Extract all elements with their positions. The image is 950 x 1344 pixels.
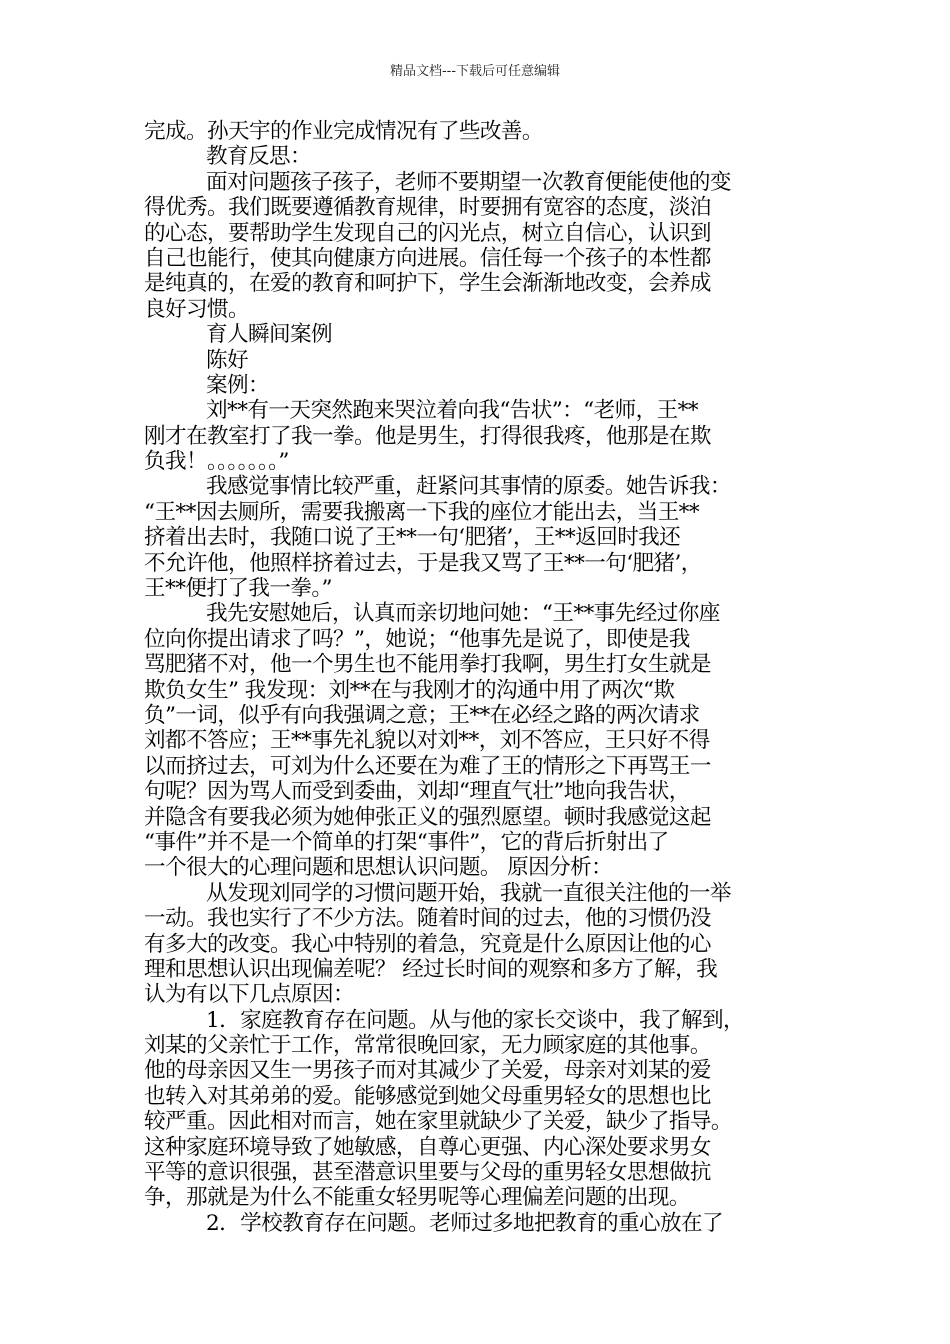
text-line: 育人瞬间案例 (206, 322, 332, 348)
text-line: 是纯真的，在爱的教育和呵护下，学生会渐渐地改变，会养成 (144, 271, 711, 297)
text-line: 他的母亲因又生一男孩子而对其减少了关爱，母亲对刘某的爱 (144, 1058, 711, 1084)
text-line: 刘**有一天突然跑来哭泣着向我“告状”：“老师，王** (206, 398, 698, 424)
page-header: 精品文档---下载后可任意编辑 (389, 64, 561, 79)
text-line: 的心态，要帮助学生发现自己的闪光点，树立自信心，认识到 (144, 220, 711, 246)
text-line: 平等的意识很强，甚至潜意识里要与父母的重男轻女思想做抗 (144, 1160, 711, 1186)
text-line: 争，那就是为什么不能重女轻男呢等心理偏差问题的出现。 (144, 1185, 690, 1211)
text-line: 一个很大的心理问题和思想认识问题。 原因分析： (144, 855, 613, 881)
text-line: 陈好 (206, 347, 248, 373)
text-line: 我感觉事情比较严重，赶紧问其事情的原委。她告诉我： (206, 474, 731, 500)
text-line: 我先安慰她后，认真而亲切地问她：“王**事先经过你座 (206, 601, 720, 627)
text-line: 刘某的父亲忙于工作，常常很晚回家，无力顾家庭的其他事。 (144, 1033, 711, 1059)
text-line: 骂肥猪不对，他一个男生也不能用拳打我啊，男生打女生就是 (144, 652, 711, 678)
text-line: 王**便打了我一拳。” (144, 576, 332, 602)
document-body (144, 119, 812, 1236)
text-line: 挤着出去时，我随口说了王**一句‘肥猪’，王**返回时我还 (144, 525, 681, 551)
text-line: 理和思想认识出现偏差呢？ 经过长时间的观察和多方了解，我 (144, 956, 718, 982)
text-line: 有多大的改变。我心中特别的着急，究竟是什么原因让他的心 (144, 931, 711, 957)
text-line: 得优秀。我们既要遵循教育规律，时要拥有宽容的态度，淡泊 (144, 195, 711, 221)
text-line: 位向你提出请求了吗？”，她说；“他事先是说了，即使是我 (144, 626, 690, 652)
text-line: 案例： (206, 372, 269, 398)
text-line: 以而挤过去，可刘为什么还要在为难了王的情形之下再骂王一 (144, 753, 711, 779)
text-line: 自己也能行，使其向健康方向进展。信任每一个孩子的本性都 (144, 245, 711, 271)
text-line: 面对问题孩子孩子，老师不要期望一次教育便能使他的变 (206, 169, 731, 195)
text-line: 负我！。。。。。。。” (144, 449, 289, 475)
text-line: 刘都不答应；王**事先礼貌以对刘**，刘不答应，王只好不得 (144, 728, 710, 754)
text-line: 认为有以下几点原因： (144, 982, 354, 1008)
text-line: 较严重。因此相对而言，她在家里就缺少了关爱，缺少了指导。 (144, 1109, 732, 1135)
text-line: 从发现刘同学的习惯问题开始，我就一直很关注他的一举 (206, 880, 731, 906)
text-line: 这种家庭环境导致了她敏感，自尊心更强、内心深处要求男女 (144, 1134, 711, 1160)
text-line: 刚才在教室打了我一拳。他是男生，打得很我疼，他那是在欺 (144, 423, 711, 449)
text-line: 不允许他，他照样挤着过去，于是我又骂了王**一句‘肥猪’， (144, 550, 702, 576)
text-line: 负”一词，似乎有向我强调之意；王**在必经之路的两次请求 (144, 702, 700, 728)
text-line: 并隐含有要我必须为她伸张正义的强烈愿望。顿时我感觉这起 (144, 804, 711, 830)
text-line: 2．学校教育存在问题。老师过多地把教育的重心放在了 (206, 1210, 723, 1236)
text-line: 良好习惯。 (144, 296, 249, 322)
text-line: 教育反思： (206, 144, 311, 170)
text-line: 1．家庭教育存在问题。从与他的家长交谈中，我了解到， (206, 1007, 744, 1033)
text-line: 完成。孙天宇的作业完成情况有了些改善。 (144, 119, 543, 144)
text-line: 一动。我也实行了不少方法。随着时间的过去，他的习惯仍没 (144, 906, 711, 932)
text-line: “事件”并不是一个简单的打架“事件”，它的背后折射出了 (144, 829, 669, 855)
text-line: 欺负女生” 我发现：刘**在与我刚才的沟通中用了两次“欺 (144, 677, 675, 703)
text-line: “王**因去厕所，需要我搬离一下我的座位才能出去，当王** (144, 499, 700, 525)
text-line: 也转入对其弟弟的爱。能够感觉到她父母重男轻女的思想也比 (144, 1083, 711, 1109)
text-line: 句呢？因为骂人而受到委曲，刘却“理直气壮”地向我告状， (144, 779, 690, 805)
